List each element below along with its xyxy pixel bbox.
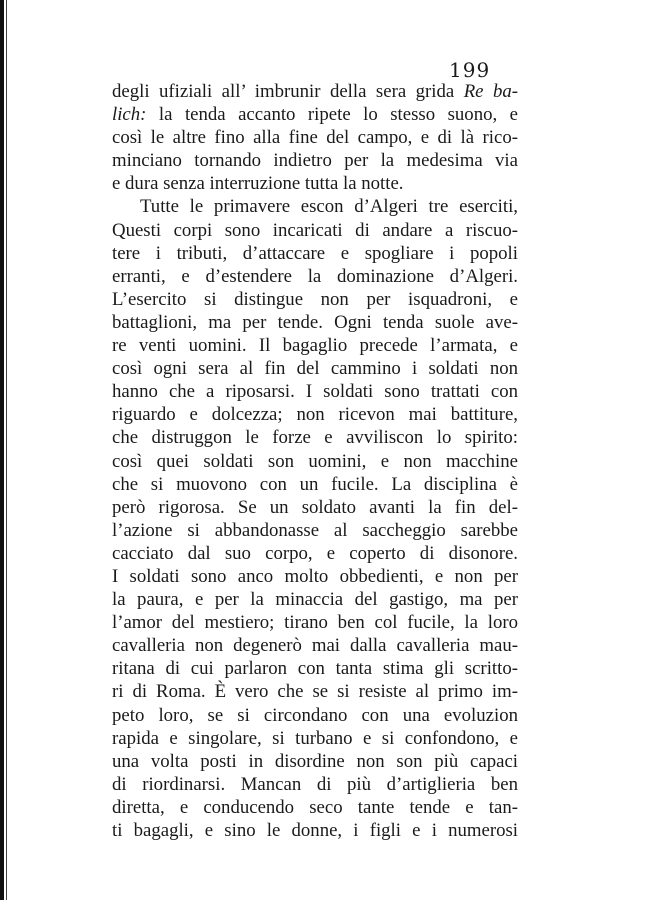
line-text: così ogni sera al fin del cammino i soldati non [112,358,518,380]
text-line [112,727,518,750]
text-line [112,796,518,819]
text-line [112,657,518,680]
line-text: una volta posti in disordine non son più capaci [112,750,518,772]
line-text: minciano tornando indietro per la medesima via [112,150,518,172]
line-text: Questi corpi sono incaricati di andare a riscuo- [112,219,518,241]
line-text: Tutte le primavere escon d’Algeri tre eserciti, [140,196,518,218]
line-text: così quei soldati son uomini, e non macchine [112,450,518,472]
text-line [112,403,518,426]
line-text: battaglioni, ma per tende. Ogni tenda suole ave- [112,311,518,333]
line-text: cacciato dal suo corpo, e coperto di disonore. [112,542,518,564]
text-line [112,265,518,288]
line-text: degli ufiziali all’ imbrunir della sera grida [112,81,464,102]
text-line [112,149,518,172]
text-line [112,542,518,565]
line-text: cavalleria non degenerò mai dalla cavalleria mau- [112,635,518,657]
page-edge-rule [0,0,4,900]
line-text: l’amor del mestiero; tirano ben col fucile, la loro [112,612,518,634]
line-text: però rigorosa. Se un soldato avanti la fin del- [112,496,518,518]
text-line [112,311,518,334]
text-line [112,450,518,473]
line-text: erranti, e d’estendere la dominazione d’Algeri. [112,265,518,287]
page-edge-rule-thin [6,0,7,900]
line-text: L’esercito si distingue non per isquadroni, e [112,288,518,310]
text-line [112,103,518,126]
line-text: che si muovono con un fucile. La disciplina è [112,473,518,495]
line-text: rapida e singolare, si turbano e si confondono, e [112,727,518,749]
line-text: peto loro, se si circondano con una evoluzion [112,704,518,726]
text-line [112,680,518,703]
line-text: di riordinarsi. Mancan di più d’artiglieria ben [112,773,518,795]
text-line [112,473,518,496]
text-line [112,334,518,357]
line-text: ri di Roma. È vero che se si resiste al primo im- [112,681,518,703]
line-text: riguardo e dolcezza; non ricevon mai battiture, [112,404,518,426]
text-line [112,380,518,403]
text-line [112,357,518,380]
page-number: 199 [449,58,491,82]
italic-word: Re ba- [463,81,518,102]
line-text: tere i tributi, d’attaccare e spogliare i popoli [112,242,518,264]
text-line [112,704,518,727]
text-line [112,80,518,103]
line-text: re venti uomini. Il bagaglio precede l’armata, e [112,335,518,357]
text-line [112,126,518,149]
text-line [112,634,518,657]
text-line [112,288,518,311]
line-text: la paura, e per la minaccia del gastigo, ma per [112,589,518,611]
text-line [112,588,518,611]
line-text: I soldati sono anco molto obbedienti, e non per [112,565,518,587]
line-text: l’azione si abbandonasse al saccheggio sarebbe [112,519,518,541]
line-text: così le altre fino alla fine del campo, e di là rico- [112,127,518,149]
line-text: hanno che a riposarsi. I soldati sono trattati con [112,381,518,403]
line-text: diretta, e conducendo seco tante tende e tan- [112,796,518,818]
italic-word: lich: [112,104,147,126]
text-line [112,172,518,195]
text-line [112,819,518,842]
text-line [112,195,518,218]
text-line [112,219,518,242]
body-text [112,80,518,842]
text-line [112,565,518,588]
line-text: ritana di cui parlaron con tanta stima gli scritto- [112,658,518,680]
text-line [112,519,518,542]
line-text: che distruggon le forze e avviliscon lo spirito: [112,427,518,449]
line-text: e dura senza interruzione tutta la notte. [112,173,404,195]
text-line [112,496,518,519]
text-line [112,426,518,449]
text-line [112,242,518,265]
text-line [112,773,518,796]
line-text: ti bagagli, e sino le donne, i figli e i numerosi [112,820,518,841]
text-line [112,611,518,634]
line-text: la tenda accanto ripete lo stesso suono, e [146,104,518,126]
text-line [112,750,518,773]
